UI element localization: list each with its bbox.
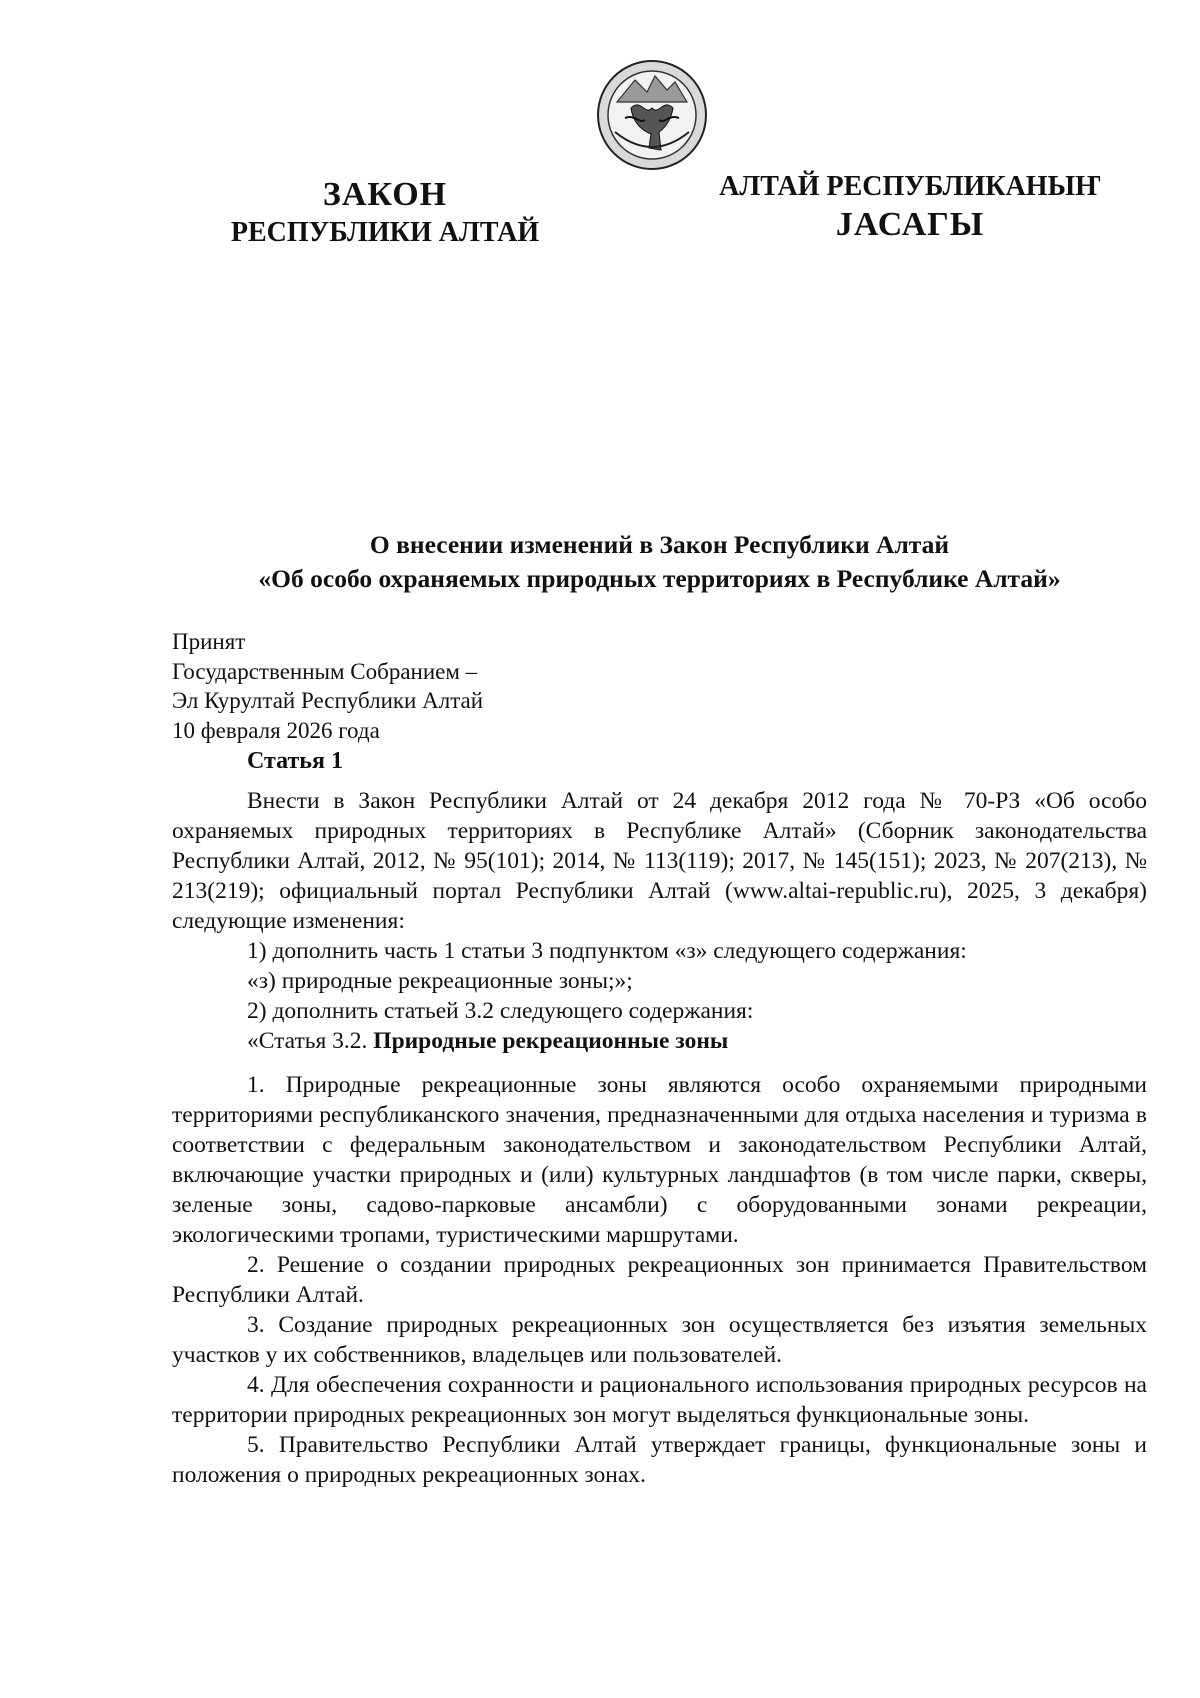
adoption-line3: Эл Курултай Республики Алтай	[172, 688, 484, 713]
paragraph-3: 3. Создание природных рекреационных зон осуществляется без изъятия земельных участков у их собственников, владельцев или пользователей.	[172, 1312, 1147, 1368]
law-title	[172, 528, 1147, 596]
paragraph-4: 4. Для обеспечения сохранности и рационального использования природных ресурсов на территории природных рекреационных зон могут выделяться функциональные зоны.	[172, 1372, 1147, 1428]
paragraph-5: 5. Правительство Республики Алтай утверждает границы, функциональные зоны и положения о природных рекреационных зонах.	[172, 1432, 1147, 1488]
new-article-prefix: «Статья 3.2.	[247, 1028, 374, 1054]
header-left-subtitle: РЕСПУБЛИКИ АЛТАЙ	[230, 217, 540, 248]
adoption-date: 10 февраля 2026 года	[172, 717, 380, 743]
new-article-title: Природные рекреационные зоны	[373, 1028, 729, 1054]
amendment-item-1: 1) дополнить часть 1 статьи 3 подпунктом «з» следующего содержания:	[247, 938, 967, 964]
paragraph-1: 1. Природные рекреационные зоны являются особо охраняемыми природными территориями республиканского значения, предназначенными для отдыха населения и туризма в соответствии с федеральным законодательством и законодательством Республики Алтай, включающие участки природных и (или) культурных ландшафтов (в том числе парки, скверы, зеленые зоны, садово-парковые ансамбли) с оборудованными зонами рекреации, экологическими тропами, туристическими маршрутами.	[172, 1072, 1147, 1248]
new-article-heading	[172, 1026, 1147, 1056]
header-right-subtitle: АЛТАЙ РЕСПУБЛИКАНЫҤ	[719, 171, 1101, 202]
header-right-title: ЈАСАГЫ	[835, 206, 985, 243]
adoption-line2: Государственным Собранием –	[172, 658, 478, 684]
article-1-intro: Внести в Закон Республики Алтай от 24 декабря 2012 года № 70-РЗ «Об особо охраняемых природных территориях в Республике Алтай» (Сборник законодательства Республики Алтай, 2012, № 95(101); 2014, № 113(119); 2017, № 145(151); 2023, № 207(213), № 213(219); официальный портал Республики Алтай (www.altai-republic.ru), 2025, 3 декабря) следующие изменения:	[172, 788, 1147, 934]
article-1-heading: Статья 1	[247, 748, 343, 774]
law-title-line1: О внесении изменений в Закон Республики Алтай	[369, 530, 950, 559]
republic-altai-coat-of-arms-icon	[595, 58, 709, 172]
amendment-item-1-text: «з) природные рекреационные зоны;»;	[247, 968, 633, 994]
paragraph-2: 2. Решение о создании природных рекреационных зон принимается Правительством Республики Алтай.	[172, 1252, 1147, 1308]
header-right	[700, 168, 1120, 244]
amendment-item-2: 2) дополнить статьей 3.2 следующего содержания:	[247, 998, 754, 1024]
header-left-title: ЗАКОН	[322, 176, 448, 213]
article-1-body	[172, 786, 1147, 1490]
law-title-line2: «Об особо охраняемых природных территориях в Республике Алтай»	[258, 564, 1061, 593]
header-left	[220, 176, 550, 252]
adoption-block	[172, 627, 483, 745]
adoption-line1: Принят	[172, 629, 246, 654]
